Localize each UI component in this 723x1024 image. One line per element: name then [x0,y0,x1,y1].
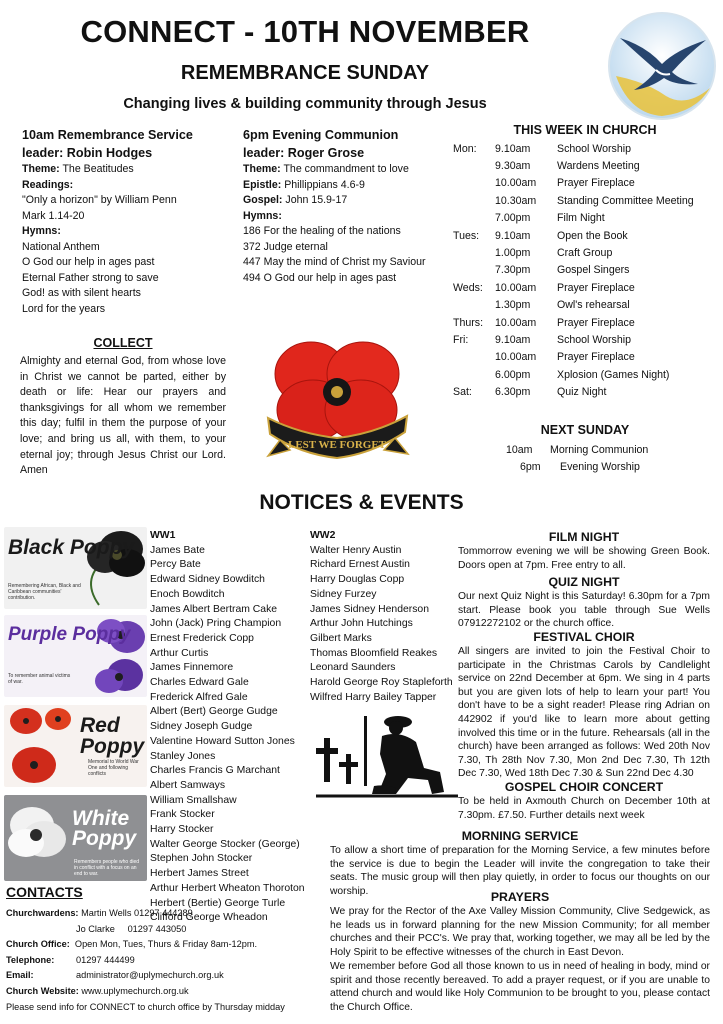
schedule-day [453,297,491,314]
schedule-time: 7.00pm [495,212,531,225]
ww2-name: Richard Ernest Austin [310,559,410,571]
festival-choir-heading: FESTIVAL CHOIR [533,630,635,644]
schedule-day [453,210,491,227]
schedule-event: Xplosion (Games Night) [557,368,670,381]
schedule-day [453,192,491,209]
film-night-heading: FILM NIGHT [548,530,620,544]
churchwardens-label: Churchwardens: [6,908,79,918]
ww1-name: Stephen John Stocker [150,853,253,865]
purple-poppy-name: Purple Poppy [8,624,131,645]
schedule-row [453,331,717,348]
next-sunday-heading: NEXT SUNDAY [540,423,630,437]
white-poppy-card [4,795,147,881]
schedule-time: 7.30pm [495,264,531,277]
website-label: Church Website: [6,985,79,996]
schedule-time: 6.00pm [495,368,531,381]
evening-service-leader: leader: Roger Grose [243,146,365,160]
schedule-day: Sat: [453,386,472,399]
schedule-day [453,262,491,279]
morning-reading-2: Mark 1.14-20 [22,209,85,222]
prayers-text-1: We pray for the Rector of the Axe Valley Mission Community, Clive Sedgewick, as he leads us in forward planning for the new Mission Community; for all member churches and their PCC's. We pray that, working together, we may all be led by the Holy Spirit to be effective witnesses of the church in East Devon. [330,906,710,958]
quiz-night-heading: QUIZ NIGHT [548,575,620,589]
schedule-day [453,157,491,174]
schedule-time: 1.30pm [495,299,531,312]
morning-hymn-5: Lord for the years [22,302,106,315]
purple-poppy-caption: To remember animal victims of war. [8,673,71,685]
evening-hymn-2: 372 Judge eternal [243,240,328,253]
schedule-day: Fri: [453,333,469,346]
collect-text: Almighty and eternal God, from whose love in Christ we cannot be parted, either by death or life: Hear our prayers and thanksgivings for all whom we remember this day; fulfil in them the purpose of your love; and bring us all, with them, to your eternal joy; through Jesus Christ our Lord. Amen [20,355,226,477]
this-week-table [453,140,717,401]
ww1-name: James Albert Bertram Cake [150,603,278,615]
schedule-row [453,383,717,400]
next-sunday-row [506,459,648,476]
schedule-event: Quiz Night [557,386,607,399]
morning-reading-1: "Only a horizon" by William Penn [22,194,177,206]
schedule-row [453,227,717,244]
gospel-choir-text: To be held in Axmouth Church on December 10th at 7.30pm. £7.50. Further details next week [458,796,710,821]
schedule-event: Prayer Fireplace [557,351,635,364]
schedule-event: Owl's rehearsal [557,299,630,312]
schedule-time: 10.00am [495,316,537,329]
telephone-label: Telephone: [6,954,55,965]
red-poppy-name: Red Poppy [80,714,145,758]
ww2-name: Harold George Roy Stapleforth [310,677,453,689]
schedule-time: 9.10am [495,333,531,346]
evening-gospel: John 15.9-17 [285,194,348,206]
ww1-name: Arthur Herbert Wheaton Thoroton [150,882,305,894]
morning-service-heading: 10am Remembrance Service [22,128,193,142]
ww2-name: Thomas Bloomfield Reakes [310,647,438,659]
schedule-time: 10.00am [495,177,537,190]
schedule-row [453,279,717,296]
ww1-name: Charles Francis G Marchant [150,765,280,777]
ww2-name: Wilfred Harry Bailey Tapper [310,691,437,703]
evening-hymn-3: 447 May the mind of Christ my Saviour [243,256,426,268]
schedule-time: 6.30pm [495,386,531,399]
schedule-row [453,140,717,157]
morning-service-leader: leader: Robin Hodges [22,146,153,160]
schedule-row [453,366,717,383]
ww1-name: Enoch Bowditch [150,588,225,600]
morning-theme-line [22,162,237,178]
ww2-names [310,529,460,705]
ww1-name: Walter George Stocker (George) [150,838,300,850]
schedule-row [453,314,717,331]
red-poppy-caption: Memorial to World War One and following conflicts [88,759,139,777]
ww1-name: William Smallshaw [150,794,237,806]
schedule-event: Standing Committee Meeting [557,194,694,207]
ww1-heading: WW1 [150,530,176,541]
black-poppy-caption: Remembering African, Black and Caribbean communities' contribution. [8,583,81,601]
evening-gospel-label: Gospel: [243,194,283,206]
schedule-time: 10.00am [495,351,537,364]
prayers-heading: PRAYERS [490,890,550,904]
ww1-name: Stanley Jones [150,750,216,762]
schedule-time: 9.10am [495,142,531,155]
ww1-name: Arthur Curtis [150,647,209,659]
ww2-name: Leonard Saunders [310,662,396,674]
ww1-name: Herbert James Street [150,868,249,880]
ww1-name: Albert Samways [150,779,226,791]
ww2-name: Sidney Furzey [310,588,377,600]
evening-epistle-label: Epistle: [243,178,282,191]
schedule-event: School Worship [557,333,631,346]
morning-hymn-4: God! as with silent hearts [22,287,141,299]
white-poppy-icon [4,795,80,881]
morning-hymns-label: Hymns: [22,225,61,237]
schedule-event: Gospel Singers [557,264,630,277]
email-address[interactable]: administrator@uplymechurch.org.uk [76,970,224,981]
ww1-name: Albert (Bert) George Gudge [150,706,278,718]
schedule-row [453,210,717,227]
white-poppy-caption: Remembers people who died in conflict with a focus on an end to war. [74,859,140,877]
next-sunday-list [506,442,648,476]
morning-theme: The Beatitudes [62,163,134,175]
ww1-name: John (Jack) Pring Champion [150,618,282,630]
schedule-day [453,175,491,192]
schedule-event: Prayer Fireplace [557,316,635,329]
schedule-event: Prayer Fireplace [557,177,635,190]
evening-hymns-label: Hymns: [243,209,282,222]
next-sunday-time: 6pm [520,461,541,473]
ww1-name: Clifford George Wheadon [150,912,268,924]
ww1-name: Valentine Howard Sutton Jones [150,735,295,747]
ww1-name: Sidney Joseph Gudge [150,721,253,733]
next-sunday-event: Morning Communion [550,444,649,456]
purple-poppy-card [4,615,147,697]
evening-theme: The commandment to love [283,163,409,175]
schedule-day [453,366,491,383]
schedule-row [453,297,717,314]
schedule-event: Film Night [557,212,605,225]
kneeling-soldier-icon [316,710,458,802]
schedule-event: Wardens Meeting [557,160,640,173]
contacts-footer: Please send info for CONNECT to church office by Thursday midday [6,1001,285,1012]
ww1-name: Percy Bate [150,559,201,571]
schedule-row [453,192,717,209]
morning-hymn-2: O God our help in ages past [22,256,155,268]
ww2-heading: WW2 [310,530,336,541]
morning-service-notice-heading: MORNING SERVICE [461,829,579,843]
quiz-night-text: Our next Quiz Night is this Saturday! 6.30pm for a 7pm start. Please book you table through Sue Wells 07912272102 or the church office. [458,591,710,630]
notices-heading: NOTICES & EVENTS [259,491,464,514]
collect-heading: COLLECT [93,336,153,350]
evening-hymn-1: 186 For the healing of the nations [243,225,401,237]
schedule-day: Thurs: [453,316,484,329]
newsletter-subtitle: REMEMBRANCE SUNDAY [180,62,430,84]
schedule-time: 1.00pm [495,247,531,260]
telephone-number: 01297 444499 [76,954,135,965]
schedule-day [453,244,491,261]
schedule-event: School Worship [557,142,631,155]
prayers-text-2: We remember before God all those known to us in need of healing in body, mind or spirit and those recently bereaved. To add a prayer request, or if you are unable to attend church and would like Holy Communion to be brought to you, please contact the Church Office. [330,961,710,1013]
ww1-name: Charles Edward Gale [150,677,249,689]
ww1-name: Herbert (Bertie) George Turle [150,897,286,909]
evening-service-block [243,126,448,286]
evening-theme-label: Theme: [243,163,281,175]
morning-service-notice-text: To allow a short time of preparation for the Morning Service, a few minutes before the service is due to begin the Leader will invite the congregation to take their seats. The music group will then play quietly, in order to focus our thoughts on our worship. [330,845,710,897]
poppy-badge-icon [260,330,415,475]
schedule-time: 9.10am [495,229,531,242]
ww1-name: Edward Sidney Bowditch [150,574,265,586]
morning-service-block [22,126,237,317]
schedule-time: 10.30am [495,194,537,207]
schedule-day: Tues: [453,229,480,242]
next-sunday-event: Evening Worship [560,461,640,473]
poppy-badge-text: LEST WE FORGET [287,439,387,451]
next-sunday-row [506,442,648,459]
gospel-choir-heading: GOSPEL CHOIR CONCERT [504,780,664,794]
ww1-name: James Finnemore [150,662,234,674]
morning-readings-label: Readings: [22,178,74,191]
morning-theme-label: Theme: [22,163,60,175]
this-week-heading: THIS WEEK IN CHURCH [513,123,657,137]
contacts-block [6,906,326,1015]
white-poppy-name: White Poppy [72,807,137,850]
schedule-time: 10.00am [495,281,537,294]
ww2-name: Gilbert Marks [310,632,372,644]
evening-service-heading: 6pm Evening Communion [243,128,399,142]
church-office-label: Church Office: [6,939,70,950]
newsletter-tagline: Changing lives & building community through Jesus [123,96,487,112]
schedule-event: Open the Book [557,229,628,242]
morning-hymn-3: Eternal Father strong to save [22,271,159,284]
black-poppy-name: Black Poppy [8,536,135,559]
black-poppy-card [4,527,147,609]
schedule-row [453,262,717,279]
festival-choir-text: All singers are invited to join the Festival Choir to participate in the Christmas Carols by Candlelight service on 22nd December at 6pm. We sing in 4 parts but you are given lots of help to learn your part! You don't have to be a sight reader! Please ring Adrian on 442902 if you'd like to learn more about getting involved this time or in the future. Rehearsals (all in the church) have been arranged as follows: Wed 20th Nov 7.30, Th 28th Nov 7.30, Mon 2nd Dec 7.30, Th 12th Dec 7.30, Wed 18th Dec 7.30 & Sun 22nd Dec 4.30 [458,646,710,780]
schedule-time: 9.30am [495,160,531,173]
swallow-logo-icon [606,10,718,122]
warden-2: Jo Clarke 01297 443050 [76,923,187,934]
ww1-name: Ernest Frederick Copp [150,632,254,644]
website-link[interactable]: www.uplymechurch.org.uk [81,985,189,996]
ww2-name: Harry Douglas Copp [310,574,405,586]
schedule-row [453,175,717,192]
schedule-day [453,349,491,366]
ww2-name: Walter Henry Austin [310,544,402,556]
ww1-name: Frederick Alfred Gale [150,691,248,703]
schedule-event: Craft Group [557,247,613,260]
evening-epistle: Phillippians 4.6-9 [284,178,365,191]
ww2-name: James Sidney Henderson [310,603,429,615]
ww1-name: James Bate [150,544,205,556]
schedule-row [453,244,717,261]
next-sunday-time: 10am [506,444,533,456]
schedule-event: Prayer Fireplace [557,281,635,294]
email-label: Email: [6,970,34,981]
evening-hymn-4: 494 O God our help in ages past [243,271,397,284]
film-night-text: Tommorrow evening we will be showing Green Book. Doors open at 7pm. Free entry to all. [458,546,710,571]
ww1-name: Frank Stocker [150,809,215,821]
schedule-row [453,157,717,174]
church-office-hours: Open Mon, Tues, Thurs & Friday 8am-12pm. [74,939,258,950]
morning-hymn-1: National Anthem [22,240,100,253]
schedule-row [453,349,717,366]
ww1-names [150,529,310,926]
warden-1: Martin Wells 01297 444289 [81,908,193,918]
red-poppy-card [4,705,147,787]
schedule-day: Mon: [453,142,477,155]
ww2-name: Arthur John Hutchings [310,618,413,630]
newsletter-title: CONNECT - 10TH NOVEMBER [80,14,530,49]
contacts-heading: CONTACTS [6,884,83,900]
ww1-name: Harry Stocker [150,824,214,836]
schedule-day: Weds: [453,281,483,294]
